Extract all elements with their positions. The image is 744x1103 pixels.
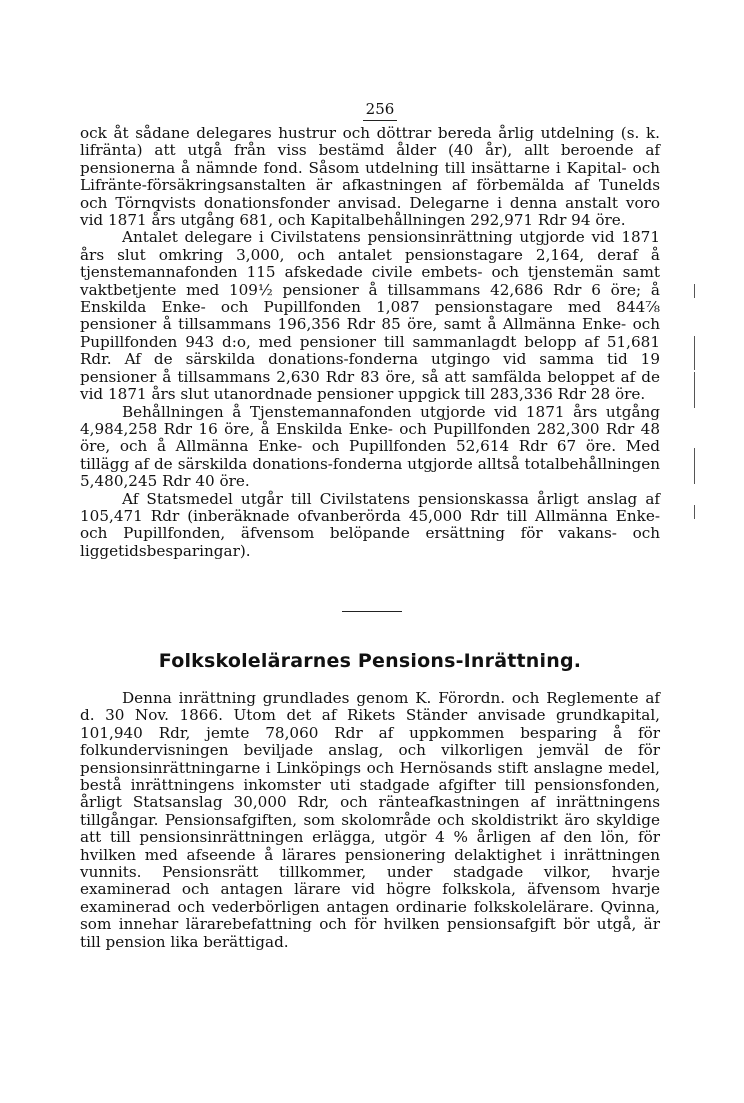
margin-mark [694,372,695,408]
margin-mark [694,448,695,484]
folkskolelarare-pension-text [80,690,660,951]
civilstat-pension-text [80,125,660,560]
margin-mark [694,505,695,519]
paragraph-behallning: Behållningen å Tjenstemannafonden utgjorde vid 1871 års utgång 4,984,258 Rdr 16 öre, å Enskilda Enke- och Pupillfonden 282,300 Rdr 48 öre, och å Allmänna Enke- och Pupillfonden 52,614 Rdr 67 öre. Med tillägg af de särskilda donations-fonderna utgjorde alltså totalbehållningen 5,480,245 Rdr 40 öre. [80,402,660,491]
section-heading: Folkskolelärarnes Pensions-Inrättning. [158,650,582,672]
paragraph-delegare: Antalet delegare i Civilstatens pensionsinrättning utgjorde vid 1871 års slut omkring 3,000, och antalet pensionstagare 2,164, deraf å tjenstemannafonden 115 afskedade civile embets- och tjenstemän samt vaktbetjente med 109½ pensioner å tillsammans 42,686 Rdr 6 öre; å Enskilda Enke- och Pupillfonden 1,087 pensionstagare med 844⅞ pensioner å tillsammans 196,356 Rdr 85 öre, samt å Allmänna Enke- och Pupillfonden 943 d:o, med pensioner till sammanlagdt belopp af 51,681 Rdr. Af de särskilda donations-fonderna utgingo vid samma tid 19 pensioner å tillsammans 2,630 Rdr 83 öre, så att samfälda beloppet af de vid 1871 års slut utanordnade pensioner uppgick till 283,336 Rdr 28 öre. [80,228,660,404]
section-divider [342,611,402,612]
margin-mark [694,284,695,298]
paragraph-continuation: ock åt sådane delegares hustrur och döttrar bereda årlig utdelning (s. k. lifränta) att utgå från viss bestämd ålder (40 år), allt beroende af pensionerna å nämnde fond. Såsom utdelning till insättarne i Kapital- och Lifränte-försäkringsanstalten är afkastningen af förbemälda af Tunelds och Törnqvists donationsfonder anvisad. Delegarne i denna anstalt voro vid 1871 års utgång 681, och Kapitalbehållningen 292,971 Rdr 94 öre. [80,124,660,230]
paragraph-inrattning: Denna inrättning grundlades genom K. Förordn. och Reglemente af d. 30 Nov. 1866. Utom det af Rikets Ständer anvisade grundkapital, 101,940 Rdr, jemte 78,060 Rdr af uppkommen besparing å för folkundervisningen beviljade anslag, och vilkorligen jemväl de för pensionsinrättningarne i Linköpings och Hernösands stift anslagne medel, bestå inrättningens inkomster uti stadgade afgifter till pensionsfonden, årligt Statsanslag 30,000 Rdr, och ränteafkastningen af inrättningens tillgångar. Pensionsafgiften, som skolområde och skoldistrikt äro skyldige att till pensionsinrättningen erlägga, utgör 4 % årligen af den lön, för hvilken med afseende å lärares pensionering delaktighet i inrättningen vunnits. Pensionsrätt tillkommer, under stadgade vilkor, hvarje examinerad och antagen lärare vid högre folkskola, äfvensom hvarje examinerad och vederbörligen antagen ordinarie folkskolelärare. Qvinna, som innehar lärarebefattning och för hvilken pensionsafgift bör utgå, är till pension lika berättigad. [80,689,660,951]
paragraph-statsmedel: Af Statsmedel utgår till Civilstatens pensionskassa årligt anslag af 105,471 Rdr (inberäknade ofvanberörda 45,000 Rdr till Allmänna Enke- och Pupillfonden, äfvensom belöpande ersättning för vakans- och liggetidsbesparingar). [80,489,660,560]
page-number: 256 [350,100,410,121]
margin-mark [694,336,695,370]
